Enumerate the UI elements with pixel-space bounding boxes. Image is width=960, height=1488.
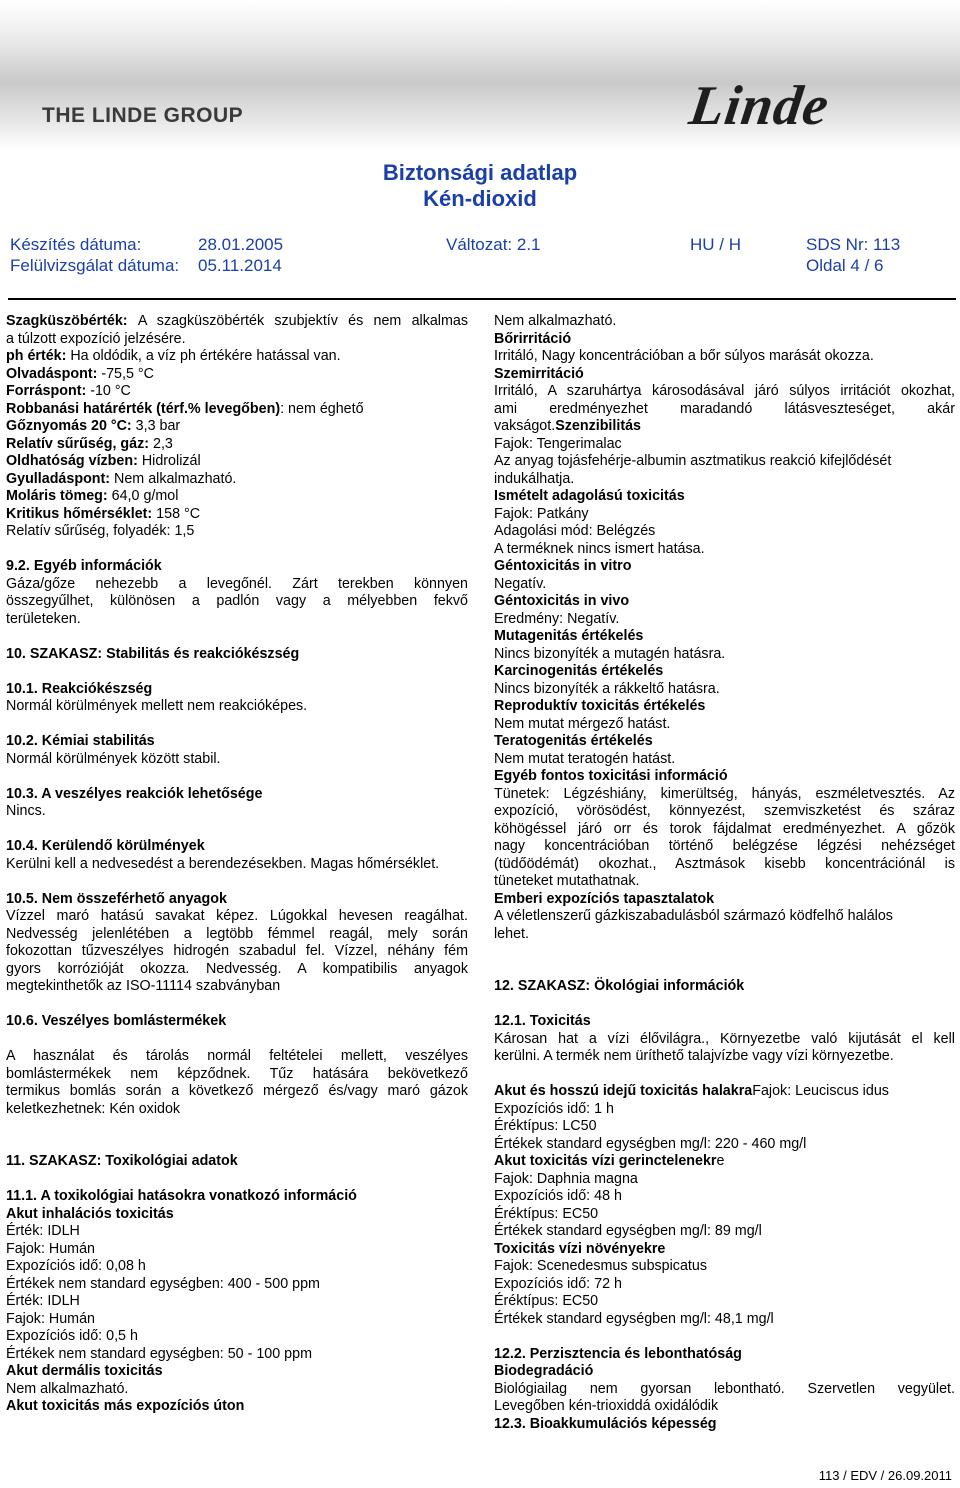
blank-line: [6, 873, 468, 891]
bold-label: Szenzibilitás: [555, 418, 642, 434]
header-divider: [8, 298, 956, 300]
bold-label: Akut dermális toxicitás: [6, 1363, 163, 1379]
text-line: Gáza/gőze nehezebb a levegőnél. Zárt terekben könnyen: [6, 575, 468, 592]
created-date: 28.01.2005: [198, 235, 284, 254]
text-line: Olvadáspont: -75,5 °C: [6, 365, 154, 382]
bold-label: Reproduktív toxicitás értékelés: [494, 698, 706, 714]
text-line: [6, 1206, 468, 1224]
text-line: Károsan hat a vízi élővilágra., Környezetbe való kijutását el kell: [494, 1030, 955, 1047]
text-line: kerülni. A termék nem üríthető talajvízbe vagy vízi környezetbe.: [494, 1048, 894, 1064]
text-line: Levegőben kén-trioxiddá oxidálódik: [494, 1398, 719, 1414]
text-line: Expozíciós idő: 1 h: [494, 1100, 615, 1117]
text-line: keletkezhetnek: Kén oxidok: [6, 1100, 181, 1117]
text-line: összegyűlhet, különösen a padlón vagy a mélyebben fekvő: [6, 593, 468, 609]
bold-label: Moláris tömeg:: [6, 488, 108, 504]
text-line: Az anyag tojásfehérje-albumin asztmatikus reakció kifejlődését: [494, 453, 892, 469]
text-line: Nem alkalmazható.: [494, 313, 617, 329]
text-line: Éréktípus: EC50: [494, 1293, 599, 1309]
text-line: [494, 698, 955, 716]
text-line: Irritáló, A szaruhártya károsodásával járó súlyos irritációt okozhat,: [494, 383, 955, 399]
text-line: [6, 1013, 468, 1031]
blank-line: [494, 1066, 955, 1084]
text-line: [494, 733, 955, 751]
text-line: Expozíciós idő: 48 h: [494, 1188, 622, 1204]
text-line: [494, 1363, 955, 1381]
text-line: [494, 331, 955, 349]
text-line: A terméknek nincs ismert hatása.: [494, 540, 705, 557]
text-line: lehet.: [494, 925, 529, 942]
text-line: Fajok: Daphnia magna: [494, 1170, 638, 1187]
blank-line: [6, 1118, 468, 1136]
blank-line: [6, 541, 468, 559]
text-line: Biológiailag nem gyorsan lebontható. Szervetlen vegyület.: [494, 1380, 955, 1397]
blank-line: [6, 996, 468, 1014]
text-line: Fajok: Humán: [6, 1240, 95, 1257]
text-line: [494, 891, 955, 909]
bold-label: 10.6. Veszélyes bomlástermékek: [6, 1013, 227, 1029]
text-line: Robbanási határérték (térf.% levegőben): nem éghető: [6, 400, 364, 417]
bold-label: 12.3. Bioakkumulációs képesség: [494, 1415, 717, 1432]
bold-label: Bőrirritáció: [494, 330, 572, 347]
text-line: köhögéssel járó orr és torok fájdalmat eredményezhet. A gőzök: [494, 820, 955, 837]
text-line: megtekinthetők az ISO-11114 szabványban: [6, 978, 281, 994]
document-title: Biztonsági adatlap: [382, 160, 578, 185]
text-line: Adagolási mód: Belégzés: [494, 523, 656, 539]
bold-label: Akut toxicitás más expozíciós úton: [6, 1398, 245, 1414]
company-name: THE LINDE GROUP: [42, 104, 244, 127]
text-line: termikus bomlás során a következő mérgező és/vagy maró gázok: [6, 1083, 468, 1099]
blank-line: [6, 628, 468, 646]
bold-label: Géntoxicitás in vivo: [494, 593, 630, 609]
text-line: Expozíciós idő: 0,5 h: [6, 1328, 138, 1344]
right-column: [494, 313, 955, 1433]
text-line: [494, 558, 955, 576]
blank-line: [6, 663, 468, 681]
text-line: [6, 1188, 468, 1206]
text-line: Forráspont: -10 °C: [6, 383, 131, 399]
bold-label: 10. SZAKASZ: Stabilitás és reakciókészség: [6, 645, 300, 662]
text-line: a túlzott expozíció jelzésére.: [6, 330, 186, 347]
text-line: Fajok: Patkány: [494, 505, 589, 522]
text-line: Relatív sűrűség, gáz: 2,3: [6, 435, 173, 452]
bold-label: 10.5. Nem összeférhető anyagok: [6, 890, 227, 907]
linde-logo: Linde: [685, 75, 834, 137]
text-line: Kritikus hőmérséklet: 158 °C: [6, 505, 201, 522]
text-line: nagy koncentrációban történő belégzése légzési nehézséget: [494, 838, 955, 854]
text-line: indukálhatja.: [494, 470, 575, 487]
bold-label: Olvadáspont:: [6, 365, 98, 382]
blank-line: [494, 996, 955, 1014]
text-line: Éréktípus: LC50: [494, 1118, 597, 1134]
blank-line: [6, 768, 468, 786]
left-column: [6, 313, 468, 1416]
text-line: expozíció, vörösödést, könnyezést, szemviszketést és száraz: [494, 803, 955, 819]
bold-label: Szemirritáció: [494, 365, 584, 382]
text-line: Relatív sűrűség, folyadék: 1,5: [6, 523, 195, 539]
bold-label: Teratogenitás értékelés: [494, 733, 653, 749]
bold-label: 12.2. Perzisztencia és lebonthatóság: [494, 1345, 742, 1362]
text-line: Értékek nem standard egységben: 400 - 500 ppm: [6, 1275, 320, 1292]
text-line: tüneteket mutathatnak.: [494, 873, 640, 889]
text-line: területeken.: [6, 610, 81, 627]
text-line: Oldhatóság vízben: Hidrolizál: [6, 453, 201, 469]
bold-label: Relatív sűrűség, gáz:: [6, 435, 150, 452]
text-line: Értékek standard egységben mg/l: 220 - 460 mg/l: [494, 1135, 807, 1152]
bold-label: Akut inhalációs toxicitás: [6, 1205, 174, 1222]
text-line: [6, 1398, 468, 1416]
blank-line: [6, 1136, 468, 1154]
footer-code: 113 / EDV / 26.09.2011: [818, 1468, 952, 1483]
text-line: Nem alkalmazható.: [6, 1380, 129, 1397]
bold-label: Mutagenitás értékelés: [494, 628, 644, 644]
bold-label: Gyulladáspont:: [6, 470, 111, 487]
text-line: Gyulladáspont: Nem alkalmazható.: [6, 470, 237, 487]
text-line: [494, 1013, 955, 1031]
bold-label: Biodegradáció: [494, 1363, 594, 1379]
bold-label: Kritikus hőmérséklet:: [6, 505, 153, 522]
text-line: (tüdőödémát) okozhat., Asztmások kisebb koncentrációnál is: [494, 855, 955, 872]
text-line: bomlástermékek nem képződnek. Tűz hatására bekövetkező: [6, 1065, 468, 1082]
text-line: [494, 978, 955, 996]
text-line: Fajok: Scenedesmus subspicatus: [494, 1258, 707, 1274]
text-line: [6, 733, 468, 751]
text-line: Tünetek: Légzéshiány, kimerültség, hányás, eszméletvesztés. Az: [494, 785, 955, 802]
text-line: Akut toxicitás vízi gerinctelenekre: [494, 1153, 725, 1169]
text-line: Nincs bizonyíték a rákkeltő hatásra.: [494, 680, 720, 697]
blank-line: [494, 961, 955, 979]
text-line: Nem mutat mérgező hatást.: [494, 715, 671, 732]
bold-label: 11. SZAKASZ: Toxikológiai adatok: [6, 1153, 238, 1169]
text-line: Vízzel maró hatású savakat képez. Lúgokkal hevesen reagálhat.: [6, 908, 468, 924]
bold-label: Robbanási határérték (térf.% levegőben): [6, 400, 281, 417]
bold-label: Szagküszöbérték:: [6, 313, 138, 329]
text-line: Normál körülmények mellett nem reakcióképes.: [6, 698, 308, 714]
text-line: Nedvesség jelenlétében a legtöbb fémmel reagál, mely során: [6, 925, 468, 942]
text-line: ph érték: Ha oldódik, a víz ph értékére hatással van.: [6, 348, 341, 364]
text-line: [6, 1153, 468, 1171]
text-line: A véletlenszerű gázkiszabadulásból származó ködfelhő halálos: [494, 908, 893, 924]
reviewed-label: Felülvizsgálat dátuma:: [10, 256, 180, 275]
text-line: Értékek standard egységben mg/l: 48,1 mg/l: [494, 1310, 774, 1327]
bold-label: Emberi expozíciós tapasztalatok: [494, 890, 715, 907]
text-line: vakságot.Szenzibilitás: [494, 418, 642, 434]
text-line: Éréktípus: EC50: [494, 1205, 599, 1222]
text-line: [6, 681, 468, 699]
text-line: ami eredményezhet maradandó látásveszteséget, akár: [494, 400, 955, 417]
text-line: Normál körülmények között stabil.: [6, 750, 221, 767]
text-line: [494, 488, 955, 506]
text-line: [494, 1416, 955, 1434]
page-number: Oldal 4 / 6: [806, 256, 884, 275]
text-line: Negatív.: [494, 575, 547, 592]
bold-label: Forráspont:: [6, 383, 87, 399]
text-line: Irritáló, Nagy koncentrációban a bőr súlyos marását okozza.: [494, 348, 874, 364]
text-line: Fajok: Tengerimalac: [494, 435, 622, 452]
text-line: [494, 1346, 955, 1364]
created-label: Készítés dátuma:: [10, 235, 142, 254]
bold-label: Akut toxicitás vízi gerinctelenekr: [494, 1153, 717, 1169]
text-line: [494, 593, 955, 611]
bold-label: 9.2. Egyéb információk: [6, 558, 162, 574]
text-line: Szagküszöbérték: A szagküszöbérték szubjektív és nem alkalmas: [6, 313, 468, 329]
text-line: fokozottan tűzveszélyes hidrogén szabadul fel. Vízzel, néhány fém: [6, 943, 468, 959]
text-line: [494, 768, 955, 786]
text-line: [6, 786, 468, 804]
text-line: Érték: IDLH: [6, 1293, 80, 1309]
blank-line: [6, 1171, 468, 1189]
bold-label: Géntoxicitás in vitro: [494, 558, 632, 574]
bold-label: 12. SZAKASZ: Ökológiai információk: [494, 978, 745, 994]
text-line: Akut és hosszú idejű toxicitás halakraFajok: Leuciscus idus: [494, 1083, 889, 1099]
version-label: Változat: 2.1: [446, 235, 541, 254]
text-line: Moláris tömeg: 64,0 g/mol: [6, 488, 179, 504]
blank-line: [494, 1328, 955, 1346]
text-line: Nincs bizonyíték a mutagén hatásra.: [494, 645, 726, 662]
sds-number: SDS Nr: 113: [806, 235, 901, 254]
text-line: Érték: IDLH: [6, 1223, 80, 1239]
text-line: Expozíciós idő: 0,08 h: [6, 1258, 146, 1274]
text-line: Értékek nem standard egységben: 50 - 100 ppm: [6, 1345, 312, 1362]
bold-label: Toxicitás vízi növényekre: [494, 1240, 666, 1257]
text-line: A használat és tárolás normál feltételei mellett, veszélyes: [6, 1048, 468, 1064]
text-line: [494, 663, 955, 681]
bold-label: 10.2. Kémiai stabilitás: [6, 733, 155, 749]
text-line: [494, 628, 955, 646]
bold-label: Egyéb fontos toxicitási információ: [494, 768, 728, 784]
bold-label: Gőznyomás 20 °C:: [6, 418, 132, 434]
text-line: Nem mutat teratogén hatást.: [494, 750, 676, 767]
bold-label: 10.4. Kerülendő körülmények: [6, 838, 205, 854]
text-line: [6, 1363, 468, 1381]
blank-line: [494, 943, 955, 961]
text-line: gyors korrózióját okozza. Nedvesség. A kompatibilis anyagok: [6, 960, 468, 977]
bold-label: Oldhatóság vízben:: [6, 453, 138, 469]
bold-label: 10.3. A veszélyes reakciók lehetősége: [6, 785, 263, 802]
text-line: Kerülni kell a nedvesedést a berendezésekben. Magas hőmérséklet.: [6, 855, 440, 872]
bold-label: 10.1. Reakciókészség: [6, 680, 153, 697]
text-line: [6, 646, 468, 664]
text-line: Nincs.: [6, 803, 46, 819]
text-line: Értékek standard egységben mg/l: 89 mg/l: [494, 1223, 762, 1239]
bold-label: Ismételt adagolású toxicitás: [494, 488, 685, 504]
bold-label: ph érték:: [6, 348, 71, 364]
bold-label: 11.1. A toxikológiai hatásokra vonatkozó információ: [6, 1188, 357, 1204]
text-line: Eredmény: Negatív.: [494, 610, 620, 627]
blank-line: [6, 716, 468, 734]
text-line: [494, 1241, 955, 1259]
blank-line: [6, 1031, 468, 1049]
text-line: Fajok: Humán: [6, 1310, 95, 1327]
reviewed-date: 05.11.2014: [198, 256, 282, 275]
document-subtitle: Kén-dioxid: [423, 186, 537, 211]
bold-label: Akut és hosszú idejű toxicitás halakra: [494, 1083, 753, 1099]
text-line: [494, 366, 955, 384]
blank-line: [6, 821, 468, 839]
bold-label: Karcinogenitás értékelés: [494, 663, 664, 679]
text-line: [6, 891, 468, 909]
text-line: Expozíciós idő: 72 h: [494, 1275, 622, 1292]
text-line: [6, 838, 468, 856]
bold-label: 12.1. Toxicitás: [494, 1013, 591, 1029]
text-line: [6, 558, 468, 576]
text-line: Gőznyomás 20 °C: 3,3 bar: [6, 418, 181, 434]
country-code: HU / H: [690, 235, 741, 254]
